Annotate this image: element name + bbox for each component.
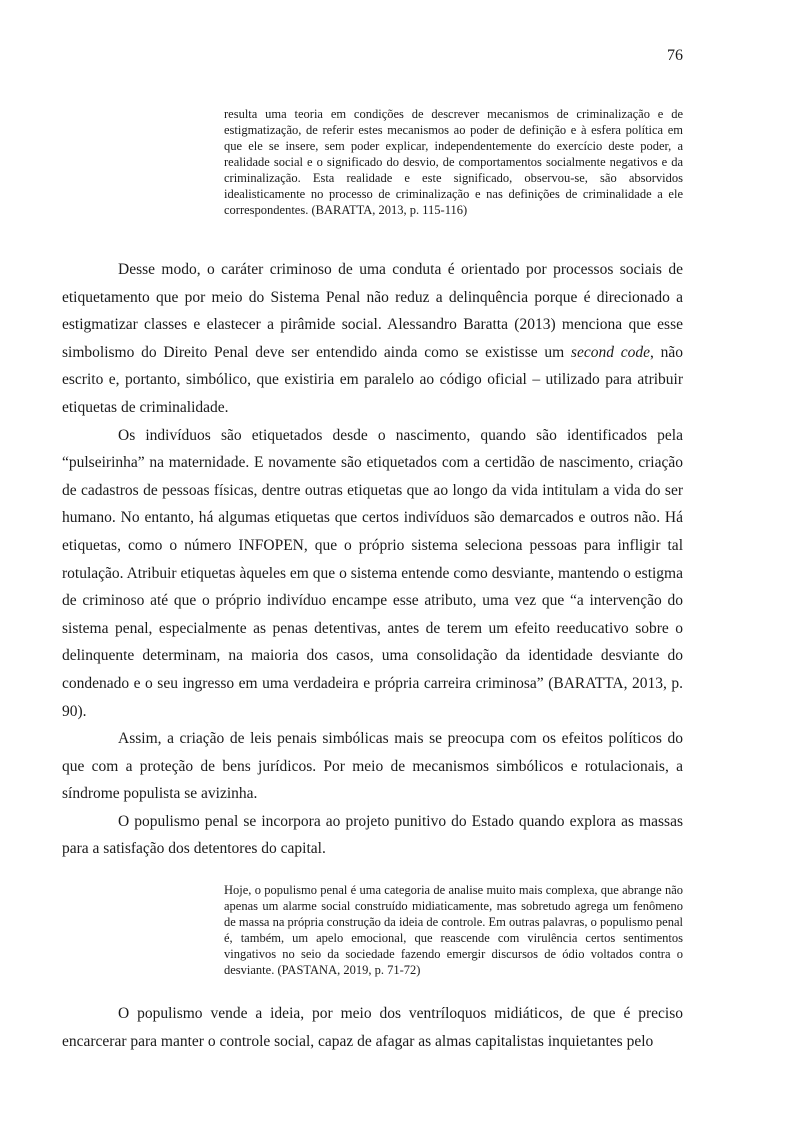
paragraph-desse-modo bbox=[62, 256, 683, 422]
paragraph-text: , não escrito e, portanto, simbólico, que existiria em paralelo ao código oficial – utilizado para atribuir etiquetas de criminalidade. bbox=[62, 343, 683, 416]
page-number: 76 bbox=[667, 47, 683, 64]
paragraph-text: Desse modo, o caráter criminoso de uma conduta é orientado por processos sociais de etiquetamento que por meio do Sistema Penal não reduz a delinquência porque é direcionado a estigmatizar classes e elastecer a pirâmide social. Alessandro Baratta (2013) menciona que esse simbolismo do Direito Penal deve ser entendido ainda como se existisse um bbox=[62, 261, 683, 361]
paragraph-populismo-vende: O populismo vende a ideia, por meio dos ventríloquos midiáticos, de que é preciso encarcerar para manter o controle social, capaz de afagar as almas capitalistas inquietantes pelo bbox=[62, 1005, 683, 1050]
block-quote-baratta: resulta uma teoria em condições de descrever mecanismos de criminalização e de estigmatização, de referir estes mecanismos ao poder de definição e à esfera política em que ele se insere, sem poder explicar, independentemente do exercício deste poder, a realidade social e o significado do desvio, de comportamentos socialmente negativos e da criminalização. Esta realidade e este significado, observou-se, são absorvidos idealisticamente no processo de criminalização e nas definições de criminalidade a ele correspondentes. (BARATTA, 2013, p. 115-116) bbox=[224, 107, 683, 217]
italic-term-second-code: second code bbox=[570, 343, 650, 361]
paragraph-individuos-etiquetados: Os indivíduos são etiquetados desde o nascimento, quando são identificados pela “pulseirinha” na maternidade. E novamente são etiquetados com a certidão de nascimento, criação de cadastros de pessoas físicas, dentre outras etiquetas que ao longo da vida intitulam a vida do ser humano. No entanto, há algumas etiquetas que certos indivíduos são demarcados e outros não. Há etiquetas, como o número INFOPEN, que o próprio sistema seleciona pessoas para infligir tal rotulação. Atribuir etiquetas àqueles em que o sistema entende como desviante, mantendo o estigma de criminoso até que o próprio indivíduo encampe esse atributo, uma vez que “a intervenção do sistema penal, especialmente as penas detentivas, antes de terem um efeito reeducativo sobre o delinquente determinam, na maioria dos casos, uma consolidação da identidade desviante do condenado e o seu ingresso em uma verdadeira e própria carreira criminosa” (BARATTA, 2013, p. 90). bbox=[62, 426, 683, 720]
paragraph-leis-simbolicas: Assim, a criação de leis penais simbólicas mais se preocupa com os efeitos políticos do que com a proteção de bens jurídicos. Por meio de mecanismos simbólicos e rotulacionais, a síndrome populista se avizinha. bbox=[62, 730, 683, 803]
paragraph-populismo-incorpora: O populismo penal se incorpora ao projeto punitivo do Estado quando explora as massas para a satisfação dos detentores do capital. bbox=[62, 812, 683, 858]
block-quote-pastana: Hoje, o populismo penal é uma categoria de analise muito mais complexa, que abrange não apenas um alarme social construído midiaticamente, mas sobretudo agrega um fenômeno de massa na própria construção da ideia de controle. Em outras palavras, o populismo penal é, também, um apelo emocional, que reascende com virulência certos sentimentos vingativos no seio da sociedade fazendo emergir discursos de ódio voltados contra o desviante. (PASTANA, 2019, p. 71-72) bbox=[224, 883, 683, 978]
